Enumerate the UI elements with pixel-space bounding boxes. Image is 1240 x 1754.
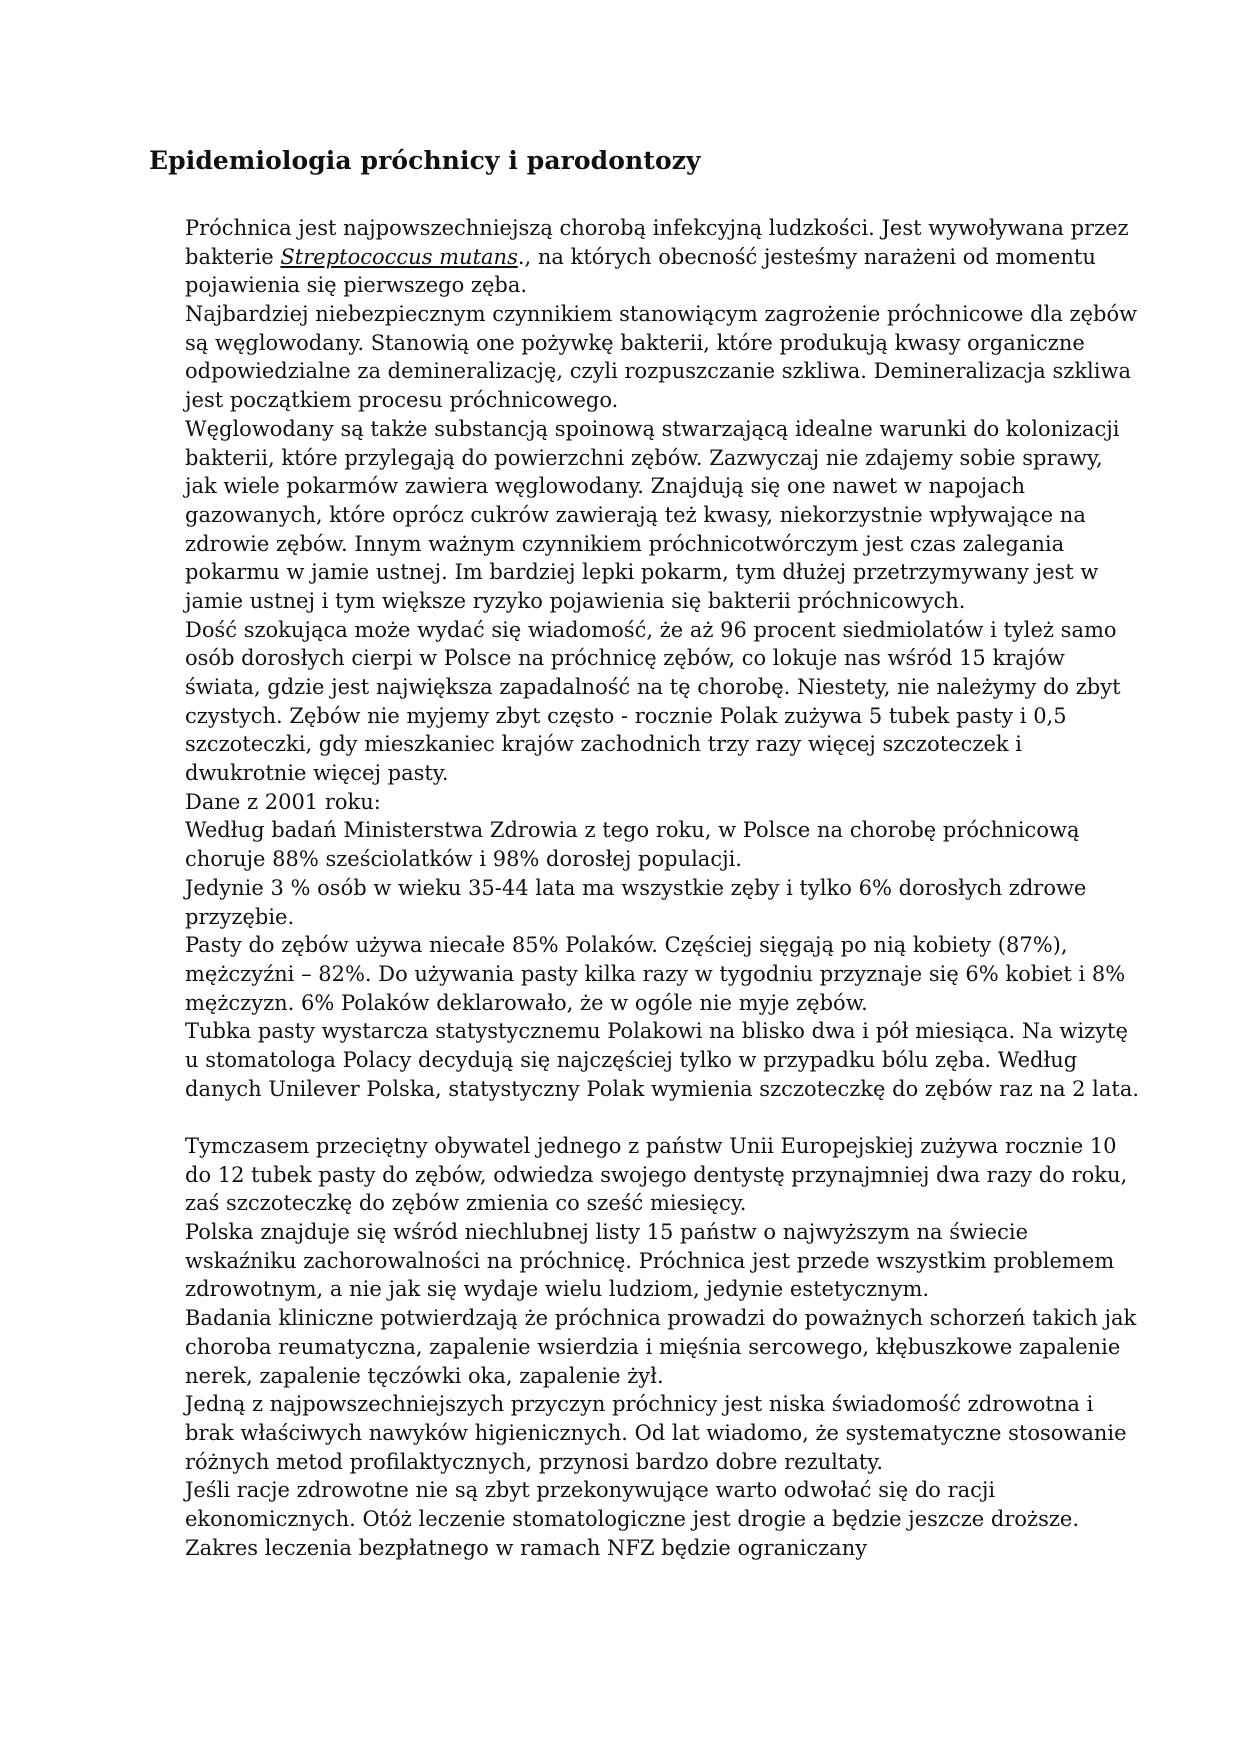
document-title: Epidemiologia próchnicy i parodontozy — [149, 146, 701, 175]
text-line: do 12 tubek pasty do zębów, odwiedza swojego dentystę przynajmniej dwa razy do roku, — [185, 1162, 1128, 1187]
text-line: pojawienia się pierwszego zęba. — [185, 273, 528, 298]
text-line: jamie ustnej i tym większe ryzyko pojawienia się bakterii próchnicowych. — [185, 588, 966, 613]
text-line: przyzębie. — [185, 904, 295, 929]
text-line: Jedną z najpowszechniejszych przyczyn próchnicy jest niska świadomość zdrowotna i — [185, 1392, 1094, 1417]
text-line: choroba reumatyczna, zapalenie wsierdzia i mięśnia sercowego, kłębuszkowe zapalenie — [185, 1334, 1121, 1359]
text-line: zaś szczoteczkę do zębów zmienia co sześć miesięcy. — [185, 1191, 747, 1216]
text-line: Tubka pasty wystarcza statystycznemu Polakowi na blisko dwa i pół miesiąca. Na wizytę — [185, 1019, 1128, 1044]
text-line: Węglowodany są także substancją spoinową stwarzającą idealne warunki do kolonizacji — [185, 416, 1120, 441]
text-line: mężczyźni – 82%. Do używania pasty kilka razy w tygodniu przyznaje się 6% kobiet i 8% — [185, 961, 1126, 986]
text-line: Najbardziej niebezpiecznym czynnikiem stanowiącym zagrożenie próchnicowe dla zębów — [185, 302, 1138, 327]
text-line: różnych metod profilaktycznych, przynosi bardzo dobre rezultaty. — [185, 1449, 884, 1474]
text-segment: ., na których obecność jesteśmy narażeni od momentu — [517, 244, 1096, 269]
text-line: są węglowodany. Stanowią one pożywkę bakterii, które produkują kwasy organiczne — [185, 330, 1085, 355]
text-line: Jedynie 3 % osób w wieku 35-44 lata ma wszystkie zęby i tylko 6% dorosłych zdrowe — [185, 875, 1087, 900]
text-line: świata, gdzie jest największa zapadalność na tę chorobę. Niestety, nie należymy do zbyt — [185, 675, 1121, 699]
text-line: zdrowotnym, a nie jak się wydaje wielu ludziom, jedynie estetycznym. — [185, 1277, 930, 1302]
species-name: Streptococcus mutans — [280, 244, 518, 269]
text-segment: bakterie — [185, 244, 281, 269]
text-line: danych Unilever Polska, statystyczny Polak wymienia szczoteczkę do zębów raz na 2 lata. — [185, 1076, 1140, 1101]
text-line: Próchnica jest najpowszechniejszą chorobą infekcyjną ludzkości. Jest wywoływana przez — [185, 216, 1129, 240]
text-line: Według badań Ministerstwa Zdrowia z tego roku, w Polsce na chorobę próchnicową — [185, 818, 1080, 843]
text-line: Dane z 2001 roku: — [185, 789, 381, 814]
text-line: ekonomicznych. Otóż leczenie stomatologiczne jest drogie a będzie jeszcze droższe. — [185, 1506, 1080, 1531]
text-line: Zakres leczenia bezpłatnego w ramach NFZ będzie ograniczany — [185, 1535, 868, 1560]
blank-line — [185, 1103, 1085, 1132]
text-line: mężczyzn. 6% Polaków deklarowało, że w ogóle nie myje zębów. — [185, 990, 868, 1015]
text-line: osób dorosłych cierpi w Polsce na próchnicę zębów, co lokuje nas wśród 15 krajów — [185, 646, 1065, 671]
text-line: Pasty do zębów używa niecałe 85% Polaków. Częściej sięgają po nią kobiety (87%), — [185, 933, 1068, 958]
text-line: gazowanych, które oprócz cukrów zawierają też kwasy, niekorzystnie wpływające na — [185, 502, 1086, 527]
text-line: bakterii, które przylegają do powierzchni zębów. Zazwyczaj nie zdajemy sobie sprawy, — [185, 445, 1103, 470]
text-line: Badania kliniczne potwierdzają że próchnica prowadzi do poważnych schorzeń takich jak — [185, 1306, 1137, 1331]
text-line: Dość szokująca może wydać się wiadomość, że aż 96 procent siedmiolatów i tyleż samo — [185, 617, 1117, 642]
text-line: Tymczasem przeciętny obywatel jednego z państw Unii Europejskiej zużywa rocznie 10 — [185, 1134, 1117, 1158]
text-line: choruje 88% sześciolatków i 98% dorosłej populacji. — [185, 847, 742, 872]
text-line: pokarmu w jamie ustnej. Im bardziej lepki pokarm, tym dłużej przetrzymywany jest w — [185, 560, 1099, 585]
document-body — [185, 214, 1140, 1562]
text-line: szczoteczki, gdy mieszkaniec krajów zachodnich trzy razy więcej szczoteczek i — [185, 732, 1022, 757]
text-line: odpowiedzialne za demineralizację, czyli rozpuszczanie szkliwa. Demineralizacja szkliwa — [185, 359, 1131, 384]
text-line: dwukrotnie więcej pasty. — [185, 761, 449, 786]
text-line: czystych. Zębów nie myjemy zbyt często - rocznie Polak zużywa 5 tubek pasty i 0,5 — [185, 703, 1067, 728]
text-line: wskaźniku zachorowalności na próchnicę. Próchnica jest przede wszystkim problemem — [185, 1248, 1115, 1273]
text-line: brak właściwych nawyków higienicznych. Od lat wiadomo, że systematyczne stosowanie — [185, 1420, 1127, 1445]
text-line: Polska znajduje się wśród niechlubnej listy 15 państw o najwyższym na świecie — [185, 1220, 1028, 1245]
text-line: nerek, zapalenie tęczówki oka, zapalenie żył. — [185, 1363, 664, 1388]
text-line: jak wiele pokarmów zawiera węglowodany. Znajdują się one nawet w napojach — [185, 474, 1025, 499]
text-line: u stomatologa Polacy decydują się najczęściej tylko w przypadku bólu zęba. Według — [185, 1047, 1078, 1072]
text-line: Jeśli racje zdrowotne nie są zbyt przekonywujące warto odwołać się do racji — [185, 1478, 996, 1503]
text-line: jest początkiem procesu próchnicowego. — [185, 388, 619, 413]
text-line — [185, 243, 1096, 272]
text-line: zdrowie zębów. Innym ważnym czynnikiem próchnicotwórczym jest czas zalegania — [185, 531, 1065, 556]
